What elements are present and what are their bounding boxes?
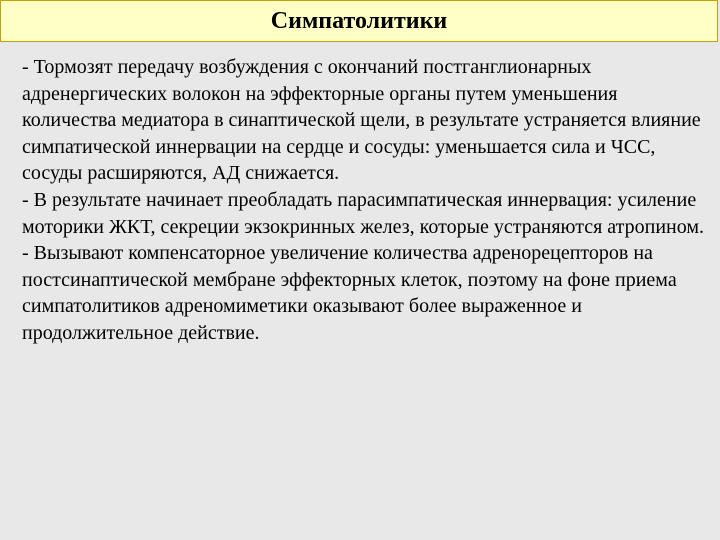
slide-body	[22, 54, 714, 347]
paragraph-1: - Тормозят передачу возбуждения с окончаний постганглионарных адренергических волокон на эффекторные органы путем уменьшения количества медиатора в синаптической щели, в результате устраняется влияние симпатической иннервации на сердце и сосуды: уменьшается сила и ЧСС, сосуды расширяются, АД снижается.	[22, 56, 701, 185]
paragraph-3: - Вызывают компенсаторное увеличение количества адренорецепторов на постсинаптической мембране эффекторных клеток, поэтому на фоне приема симпатолитиков адреномиметики оказывают более выраженное и продолжительное действие.	[22, 242, 677, 344]
slide-title-bar	[0, 0, 718, 42]
paragraph-2: - В результате начинает преобладать парасимпатическая иннервация: усиление моторики ЖКТ, секреции экзокринных желез, которые устраняются атропином.	[22, 188, 705, 238]
slide-title: Симпатолитики	[270, 7, 448, 34]
